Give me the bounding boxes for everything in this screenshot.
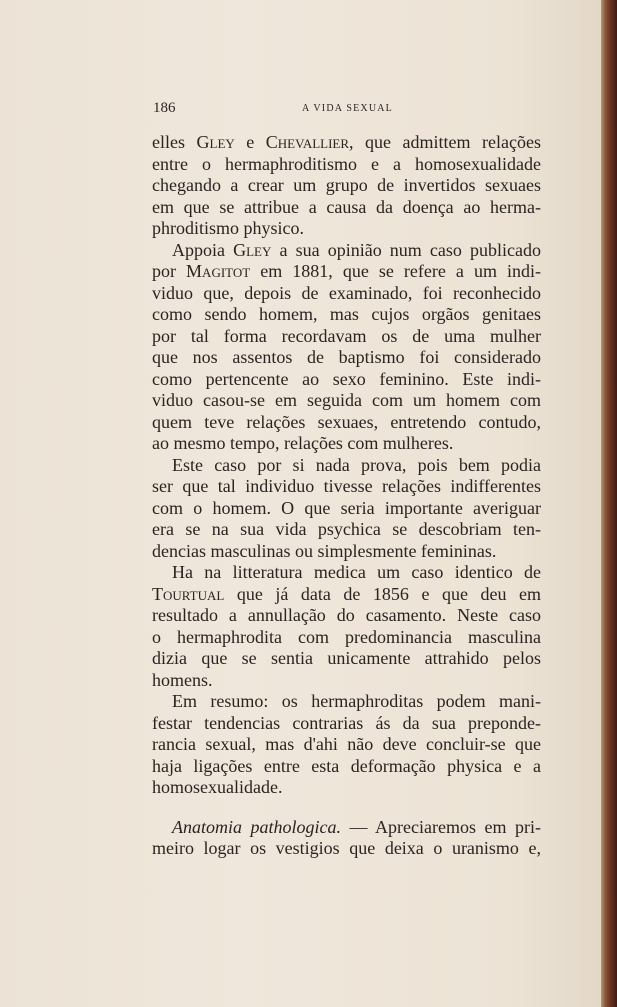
text-line <box>152 734 541 756</box>
text-run: ao mesmo tempo, relações com mulheres. <box>152 433 454 453</box>
text-run: dizia que se sentia unicamente attrahido pelos <box>152 648 541 668</box>
text-line <box>152 713 541 735</box>
text-run: que já data de 1856 e que deu em <box>224 583 541 604</box>
text-run: resultado a annullação do casamento. Neste caso <box>152 605 541 625</box>
text-run: em que se attribue a causa da doença ao herma- <box>152 196 541 217</box>
text-run: era se na sua vida psychica se descobriam ten- <box>152 519 541 539</box>
text-line <box>152 455 541 477</box>
text-line <box>152 261 541 283</box>
text-run: homosexualidade. <box>152 777 283 797</box>
section-heading: Anatomia pathologica. <box>172 816 342 837</box>
text-line <box>152 691 541 713</box>
text-run: homens. <box>152 669 213 690</box>
section-gap <box>152 799 541 817</box>
text-run: Appoia <box>172 239 234 260</box>
text-line <box>152 412 541 434</box>
text-line <box>152 283 541 305</box>
text-line <box>152 240 541 262</box>
text-run: a sua opinião num caso publicado <box>271 239 541 260</box>
text-line <box>152 433 541 455</box>
text-run: o hermaphrodita com predominancia masculina <box>152 626 541 647</box>
text-line <box>152 197 541 219</box>
text-line <box>152 817 541 839</box>
book-spine-edge <box>601 0 617 1007</box>
text-line <box>152 304 541 326</box>
text-line <box>152 218 541 240</box>
text-run: como pertencente ao sexo feminino. Este indi- <box>152 368 541 389</box>
text-run: dencias masculinas ou simplesmente femininas. <box>152 540 497 561</box>
text-line <box>152 670 541 692</box>
text-run: Ha na litteratura medica um caso identico de <box>172 562 541 582</box>
author-name: Gley <box>196 132 235 152</box>
text-line <box>152 390 541 412</box>
text-line <box>152 584 541 606</box>
text-line <box>152 627 541 649</box>
text-line <box>152 648 541 670</box>
text-run: quem teve relações sexuaes, entretendo contudo, <box>152 411 541 432</box>
text-line <box>152 756 541 778</box>
text-run: , que admittem relações <box>349 132 541 152</box>
text-run: com o homem. O que seria importante averiguar <box>152 497 541 518</box>
text-run: chegando a crear um grupo de invertidos sexuaes <box>152 175 541 195</box>
text-run: por tal forma recordavam os de uma mulher <box>152 325 541 346</box>
text-run: Este caso por si nada prova, pois bem podia <box>172 454 541 475</box>
running-head: A VIDA SEXUAL <box>302 103 393 114</box>
text-run: rancia sexual, mas d'ahi não deve concluir-se que <box>152 734 541 754</box>
text-run: phroditismo physico. <box>152 218 304 238</box>
text-line <box>152 838 541 860</box>
body-text <box>152 132 541 860</box>
author-name: Magitot <box>186 261 251 281</box>
text-run: elles <box>152 132 197 152</box>
text-line <box>152 605 541 627</box>
text-run: ser que tal individuo tivesse relações indifferentes <box>152 476 541 496</box>
text-run: por <box>152 261 187 281</box>
text-run: haja ligações entre esta deformação physica e a <box>152 755 541 776</box>
text-run: festar tendencias contrarias ás da sua preponde- <box>152 712 541 733</box>
text-line <box>152 347 541 369</box>
text-run: meiro logar os vestigios que deixa o uranismo e, <box>152 838 541 858</box>
text-line <box>152 519 541 541</box>
text-run: viduo casou-se em seguida com um homem com <box>152 390 541 410</box>
text-line <box>152 154 541 176</box>
text-run: em 1881, que se refere a um indi- <box>250 261 541 281</box>
author-name: Chevallier <box>265 132 350 152</box>
text-run: entre o hermaphroditismo e a homosexualidade <box>152 153 541 174</box>
page-number: 186 <box>153 100 176 116</box>
text-line <box>152 498 541 520</box>
text-line <box>152 476 541 498</box>
text-line <box>152 175 541 197</box>
text-line <box>152 132 541 154</box>
text-line <box>152 541 541 563</box>
text-run: — Apreciaremos em pri- <box>341 816 542 837</box>
text-line <box>152 777 541 799</box>
author-name: Gley <box>233 239 272 260</box>
text-run: viduo que, depois de examinado, foi reconhecido <box>152 282 541 303</box>
text-line <box>152 562 541 584</box>
text-line <box>152 369 541 391</box>
author-name: Tourtual <box>152 583 225 604</box>
text-line <box>152 326 541 348</box>
text-run: Em resumo: os hermaphroditas podem mani- <box>172 691 541 711</box>
text-run: como sendo homem, mas cujos orgãos genitaes <box>152 304 541 324</box>
text-run: que nos assentos de baptismo foi considerado <box>152 347 541 367</box>
page-header <box>153 100 542 120</box>
text-run: e <box>234 132 266 152</box>
